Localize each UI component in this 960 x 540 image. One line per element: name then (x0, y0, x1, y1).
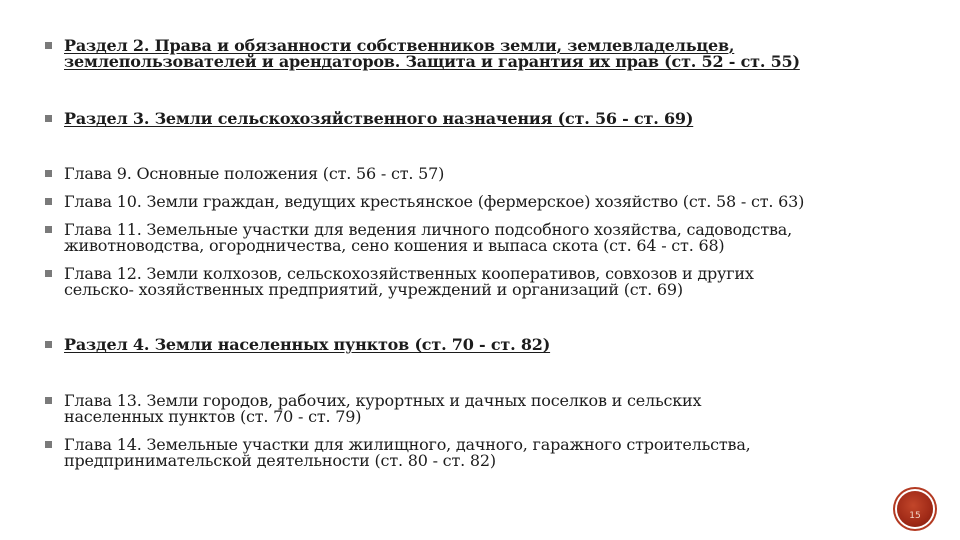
list-item-text: Глава 9. Основные положения (ст. 56 - ст. 57) (64, 164, 445, 183)
list-item-chapter-10 (64, 194, 864, 210)
list-item-section-3 (64, 111, 864, 127)
list-item-chapter-13 (64, 393, 864, 425)
bullet-icon (45, 42, 52, 49)
page-number-badge (897, 491, 933, 527)
bullet-icon (45, 397, 52, 404)
list-item-chapter-12 (64, 266, 864, 298)
list-item-section-2 (64, 38, 864, 70)
list-item-section-4 (64, 337, 864, 353)
list-item-chapter-14 (64, 437, 864, 469)
list-item-text: Раздел 3. Земли сельскохозяйственного назначения (ст. 56 - ст. 69) (64, 109, 694, 128)
bullet-icon (45, 441, 52, 448)
list-item-text: Глава 12. Земли колхозов, сельскохозяйственных кооперативов, совхозов и других сельско- хозяйственных предприятий, учреждений и организаций (ст. 69) (64, 264, 754, 299)
list-item-text: Раздел 4. Земли населенных пунктов (ст. 70 - ст. 82) (64, 335, 551, 354)
list-item-text: Глава 13. Земли городов, рабочих, курортных и дачных поселков и сельских населенных пунктов (ст. 70 - ст. 79) (64, 391, 702, 426)
bullet-icon (45, 198, 52, 205)
list-item-chapter-9 (64, 166, 864, 182)
bullet-icon (45, 341, 52, 348)
page-number: 15 (909, 511, 921, 521)
bullet-icon (45, 270, 52, 277)
list-item-text: Раздел 2. Права и обязанности собственников земли, землевладельцев, землепользователей и арендаторов. Защита и гарантия их прав (ст. 52 - ст. 55) (64, 36, 800, 71)
bullet-icon (45, 170, 52, 177)
list-item-text: Глава 11. Земельные участки для ведения личного подсобного хозяйства, садоводства, животноводства, огородничества, сено кошения и выпаса скота (ст. 64 - ст. 68) (64, 220, 793, 255)
list-item-chapter-11 (64, 222, 864, 254)
bullet-icon (45, 115, 52, 122)
list-item-text: Глава 14. Земельные участки для жилищного, дачного, гаражного строительства, предпринимательской деятельности (ст. 80 - ст. 82) (64, 435, 751, 470)
list-item-text: Глава 10. Земли граждан, ведущих крестьянское (фермерское) хозяйство (ст. 58 - ст. 63) (64, 192, 805, 211)
bullet-icon (45, 226, 52, 233)
